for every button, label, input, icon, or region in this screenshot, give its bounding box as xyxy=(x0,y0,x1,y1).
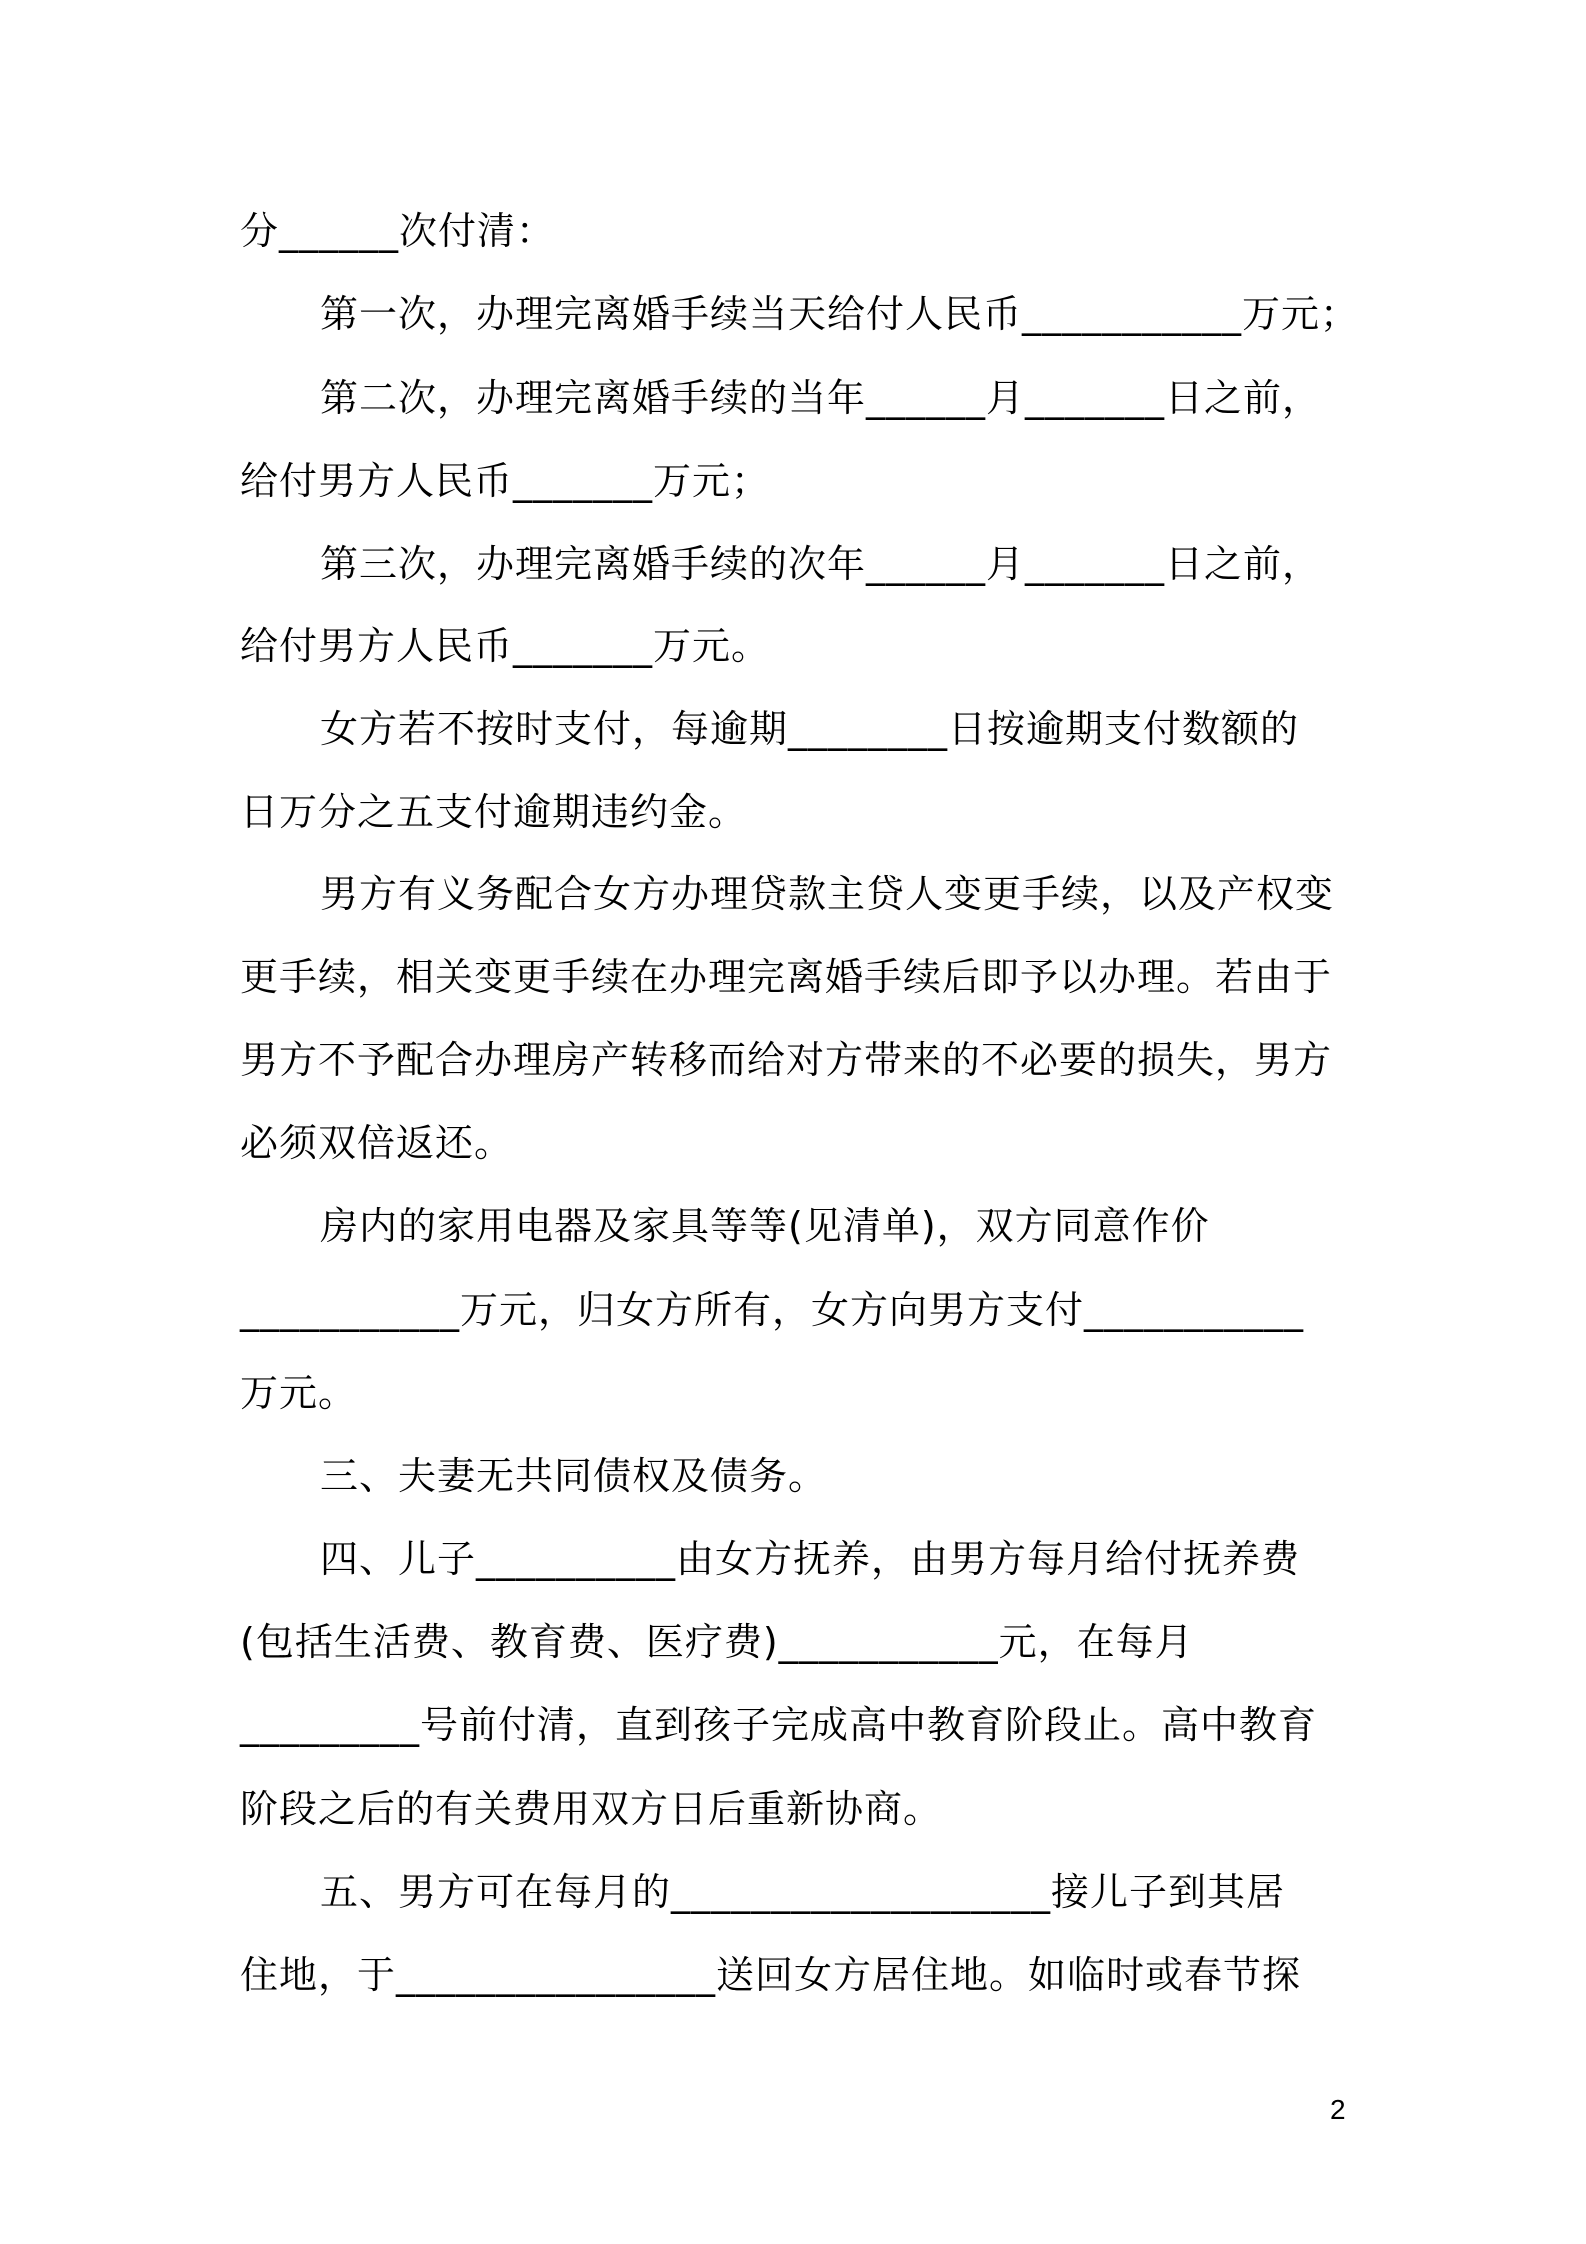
text-line: 第三次，办理完离婚手续的次年______月_______日之前， xyxy=(320,542,1322,586)
text-line: 给付男方人民币_______万元。 xyxy=(240,624,771,668)
text-line: 阶段之后的有关费用双方日后重新协商。 xyxy=(240,1787,943,1831)
text-line: 三、夫妻无共同债权及债务。 xyxy=(320,1454,828,1498)
text-line: 四、儿子__________由女方抚养，由男方每月给付抚养费 xyxy=(320,1537,1301,1581)
text-line: ___________万元，归女方所有，女方向男方支付___________ xyxy=(240,1288,1305,1332)
text-line: 日万分之五支付逾期违约金。 xyxy=(240,790,748,834)
page-number: 2 xyxy=(1330,2094,1346,2125)
text-line: 更手续，相关变更手续在办理完离婚手续后即予以办理。若由于 xyxy=(240,955,1333,999)
text-line: 第一次，办理完离婚手续当天给付人民币___________万元； xyxy=(320,292,1360,336)
text-line: 女方若不按时支付，每逾期________日按逾期支付数额的 xyxy=(320,707,1300,751)
text-line: 分______次付清： xyxy=(240,209,556,253)
text-line: 住地，于________________送回女方居住地。如临时或春节探 xyxy=(240,1953,1302,1997)
text-line: 给付男方人民币_______万元； xyxy=(240,459,771,503)
text-line: 第二次，办理完离婚手续的当年______月_______日之前， xyxy=(320,376,1322,420)
text-line: 房内的家用电器及家具等等(见清单)，双方同意作价 xyxy=(320,1204,1210,1248)
text-line: (包括生活费、教育费、医疗费)___________元，在每月 xyxy=(240,1620,1194,1664)
text-line: 五、男方可在每月的___________________接儿子到其居 xyxy=(320,1870,1286,1914)
text-line: 必须双倍返还。 xyxy=(240,1121,514,1165)
text-line: 男方有义务配合女方办理贷款主贷人变更手续，以及产权变 xyxy=(320,872,1335,916)
text-line: 男方不予配合办理房产转移而给对方带来的不必要的损失，男方 xyxy=(240,1038,1333,1082)
text-line: 万元。 xyxy=(240,1371,358,1415)
text-line: _________号前付清，直到孩子完成高中教育阶段止。高中教育 xyxy=(240,1703,1318,1747)
